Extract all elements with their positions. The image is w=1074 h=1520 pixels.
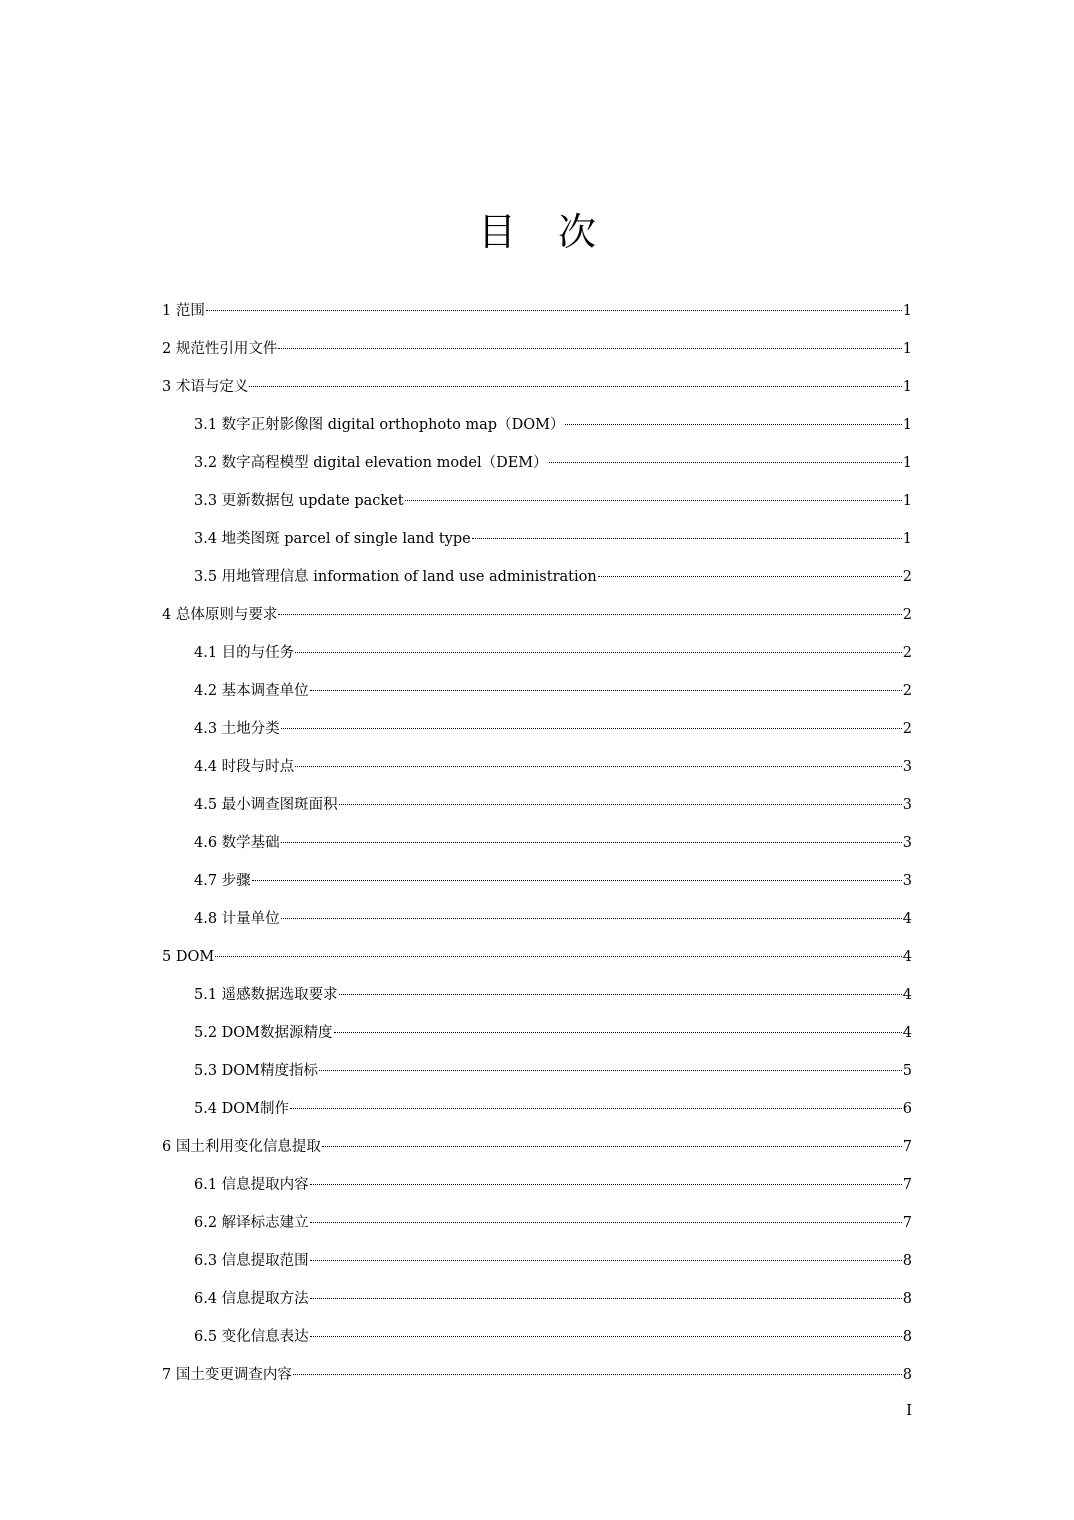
toc-entry-label: 3.2 数字高程模型 digital elevation model（DEM） [194,455,548,471]
dot-leader [339,994,902,995]
toc-entry-label: 5 DOM [162,949,215,965]
toc-entry-label: 2 规范性引用文件 [162,341,278,357]
toc-entry-page: 8 [902,1367,912,1383]
toc-entry-page: 8 [902,1291,912,1307]
toc-entry-label: 6.4 信息提取方法 [194,1291,309,1307]
toc-entry-label: 7 国土变更调查内容 [162,1367,292,1383]
toc-entry[interactable] [162,558,912,596]
toc-entry-label: 4.7 步骤 [194,873,251,889]
dot-leader [249,386,901,387]
dot-leader [278,348,901,349]
toc-entry-page: 4 [902,1025,912,1041]
toc-entry-page: 6 [902,1101,912,1117]
dot-leader [310,1298,902,1299]
toc-entry[interactable] [162,1166,912,1204]
dot-leader [281,918,902,919]
toc-entry-page: 8 [902,1329,912,1345]
toc-entry-label: 6 国土利用变化信息提取 [162,1139,321,1155]
dot-leader [215,956,902,957]
dot-leader [290,1108,902,1109]
toc-entry-page: 1 [902,341,912,357]
dot-leader [598,576,902,577]
toc-entry-page: 1 [902,417,912,433]
dot-leader [472,538,902,539]
dot-leader [549,462,902,463]
dot-leader [334,1032,902,1033]
page-number: I [906,1401,912,1419]
dot-leader [295,766,902,767]
dot-leader [278,614,901,615]
toc-entry[interactable] [162,1014,912,1052]
toc-entry[interactable] [162,748,912,786]
toc-entry[interactable] [162,406,912,444]
toc-entry-page: 2 [902,645,912,661]
toc-entry-label: 4.5 最小调查图斑面积 [194,797,338,813]
toc-entry-label: 4.6 数学基础 [194,835,280,851]
toc-entry-label: 4.1 目的与任务 [194,645,295,661]
toc-entry-page: 1 [902,455,912,471]
toc-entry-label: 5.2 DOM数据源精度 [194,1025,333,1041]
toc-entry-page: 1 [902,531,912,547]
toc-entry-page: 2 [902,569,912,585]
toc-entry[interactable] [162,1242,912,1280]
toc-entry[interactable] [162,520,912,558]
dot-leader [319,1070,902,1071]
toc-entry-label: 3 术语与定义 [162,379,249,395]
dot-leader [206,310,902,311]
toc-entry-page: 1 [902,303,912,319]
dot-leader [310,1336,902,1337]
toc-entry[interactable] [162,672,912,710]
toc-entry-label: 3.5 用地管理信息 information of land use administration [194,569,597,585]
toc-entry[interactable] [162,1280,912,1318]
toc-entry-page: 7 [902,1177,912,1193]
toc-entry-label: 3.1 数字正射影像图 digital orthophoto map（DOM） [194,417,565,433]
toc-entry-page: 3 [902,759,912,775]
toc-entry-label: 5.1 遥感数据选取要求 [194,987,338,1003]
toc-entry[interactable] [162,634,912,672]
toc-entry-page: 7 [902,1139,912,1155]
toc-entry-page: 3 [902,835,912,851]
toc-entry[interactable] [162,938,912,976]
toc-entry[interactable] [162,1052,912,1090]
toc-entry[interactable] [162,444,912,482]
toc-entry[interactable] [162,1356,912,1394]
toc-entry[interactable] [162,976,912,1014]
toc-entry-label: 3.3 更新数据包 update packet [194,493,404,509]
dot-leader [281,842,902,843]
toc-entry-label: 1 范围 [162,303,205,319]
toc-entry-label: 4.2 基本调查单位 [194,683,309,699]
toc-entry-label: 3.4 地类图斑 parcel of single land type [194,531,471,547]
dot-leader [565,424,901,425]
toc-entry[interactable] [162,900,912,938]
toc-entry[interactable] [162,330,912,368]
toc-entry-page: 4 [902,911,912,927]
toc-entry-page: 3 [902,797,912,813]
toc-entry-label: 5.3 DOM精度指标 [194,1063,319,1079]
toc-entry[interactable] [162,824,912,862]
toc-entry-label: 4.3 土地分类 [194,721,280,737]
toc-entry[interactable] [162,710,912,748]
dot-leader [310,1184,902,1185]
dot-leader [281,728,902,729]
toc-entry-label: 6.2 解译标志建立 [194,1215,309,1231]
page-title: 目次 [477,210,638,255]
toc-entry-label: 6.3 信息提取范围 [194,1253,309,1269]
toc-entry-label: 4.4 时段与时点 [194,759,295,775]
dot-leader [339,804,902,805]
table-of-contents [162,292,912,1394]
toc-entry-page: 7 [902,1215,912,1231]
toc-entry[interactable] [162,1318,912,1356]
dot-leader [310,1222,902,1223]
dot-leader [322,1146,902,1147]
toc-entry-page: 2 [902,721,912,737]
toc-entry-page: 5 [902,1063,912,1079]
toc-entry-label: 6.5 变化信息表达 [194,1329,309,1345]
toc-entry[interactable] [162,862,912,900]
toc-entry[interactable] [162,786,912,824]
toc-entry-page: 2 [902,683,912,699]
toc-entry-label: 4.8 计量单位 [194,911,280,927]
toc-entry[interactable] [162,1204,912,1242]
toc-entry-page: 2 [902,607,912,623]
toc-entry-page: 1 [902,493,912,509]
dot-leader [310,690,902,691]
dot-leader [295,652,902,653]
toc-entry-page: 1 [902,379,912,395]
toc-entry[interactable] [162,596,912,634]
toc-entry-page: 4 [902,987,912,1003]
toc-entry-label: 5.4 DOM制作 [194,1101,290,1117]
dot-leader [405,500,902,501]
toc-entry-page: 3 [902,873,912,889]
dot-leader [310,1260,902,1261]
toc-entry[interactable] [162,368,912,406]
toc-entry-label: 6.1 信息提取内容 [194,1177,309,1193]
toc-entry[interactable] [162,292,912,330]
toc-entry[interactable] [162,1090,912,1128]
toc-entry-page: 4 [902,949,912,965]
toc-entry-page: 8 [902,1253,912,1269]
toc-entry-label: 4 总体原则与要求 [162,607,278,623]
dot-leader [252,880,902,881]
dot-leader [293,1374,902,1375]
toc-entry[interactable] [162,482,912,520]
toc-entry[interactable] [162,1128,912,1166]
